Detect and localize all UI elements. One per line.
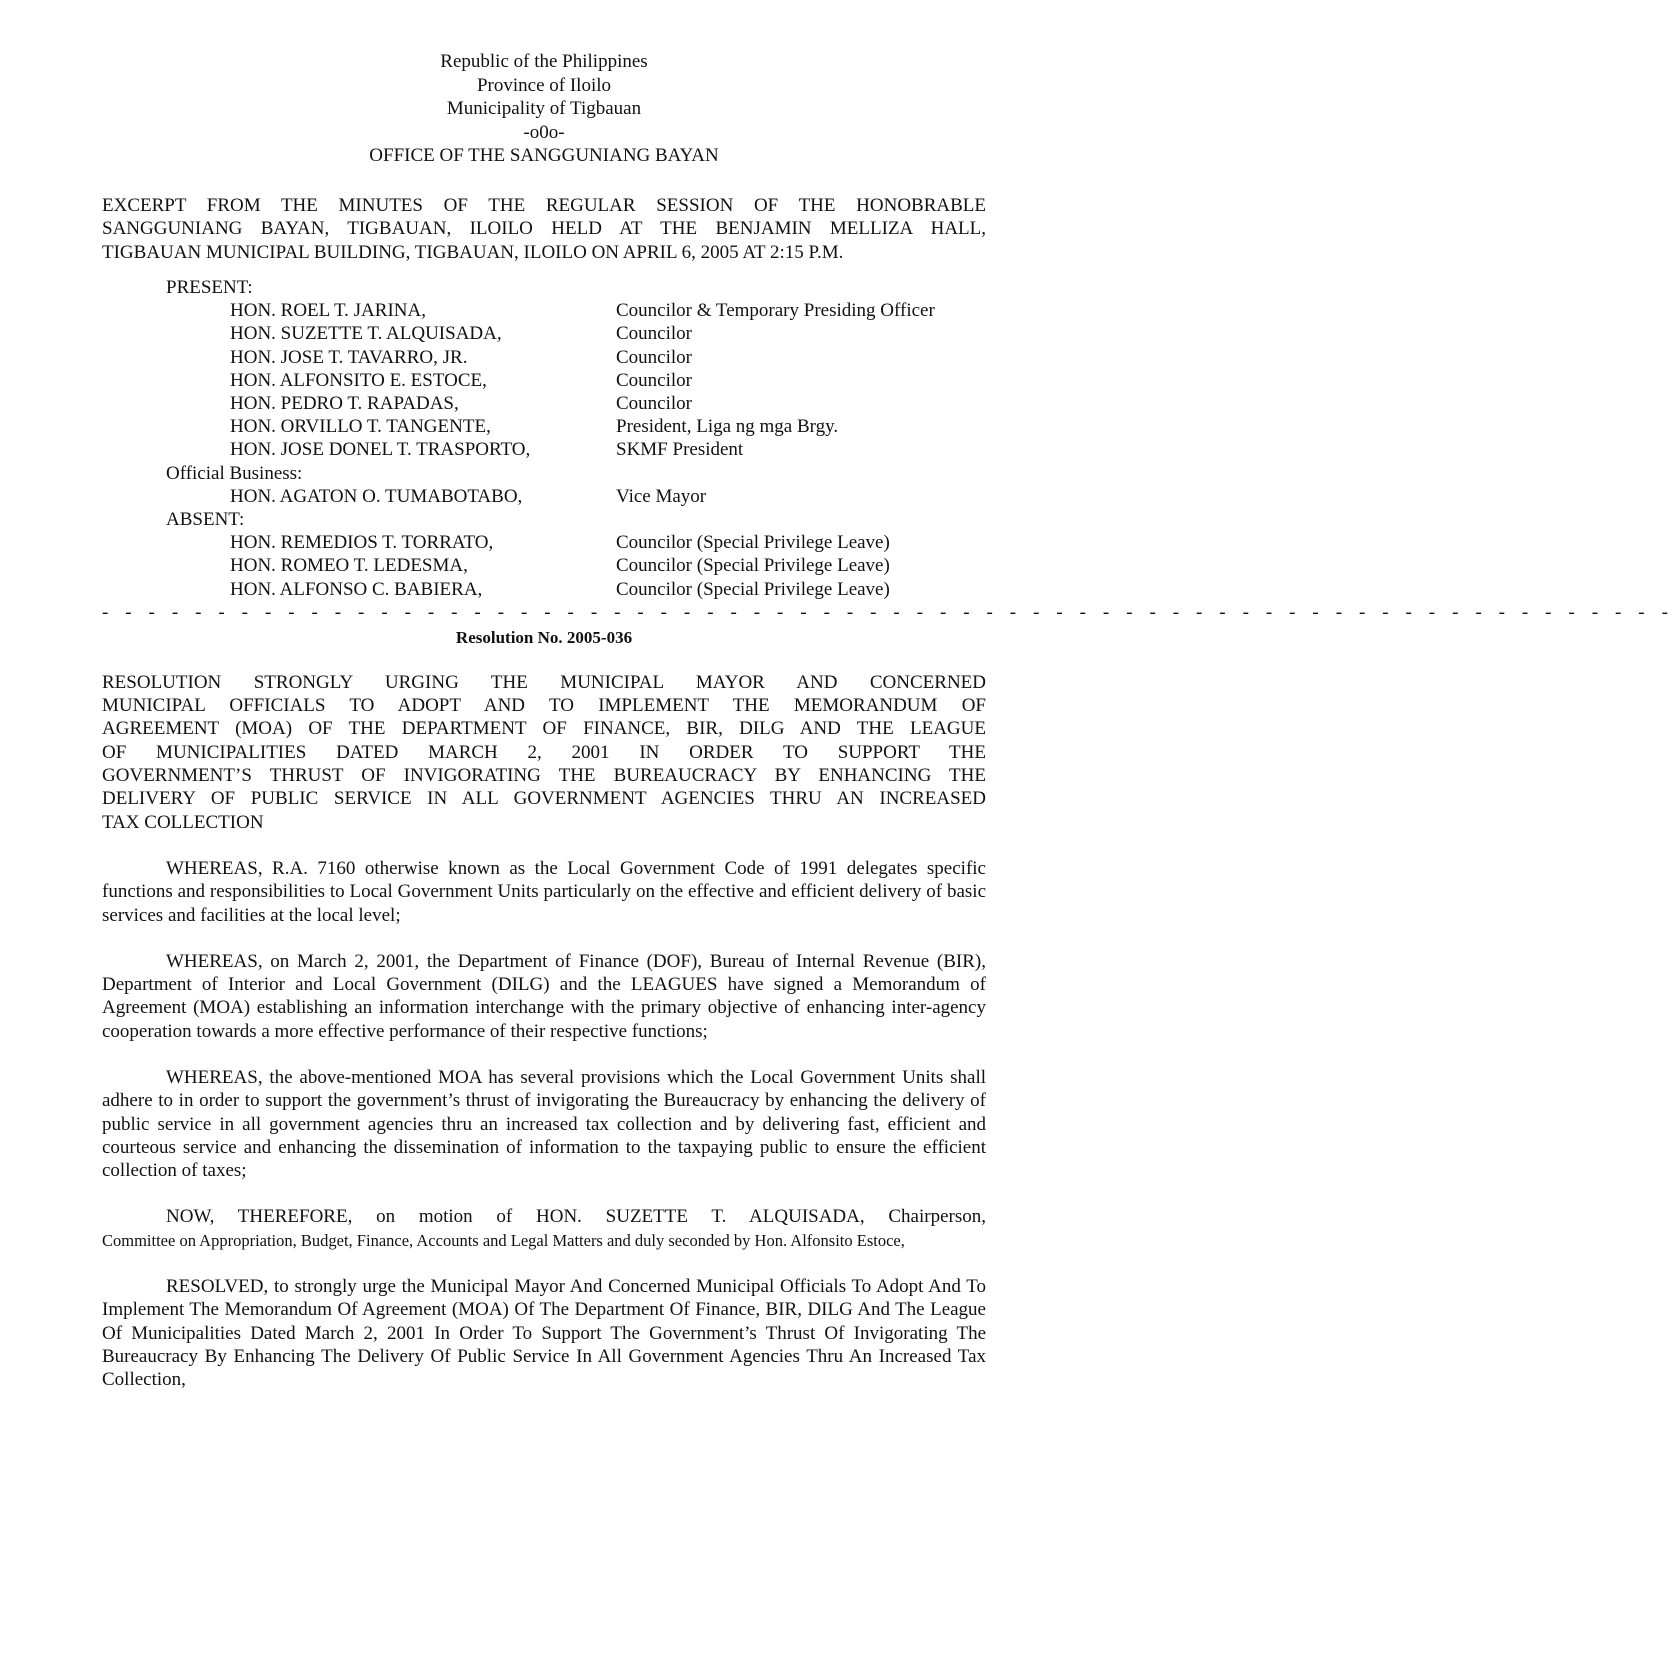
resolution-title-line: MUNICIPAL OFFICIALS TO ADOPT AND TO IMPLEMENT THE MEMORANDUM OF [102,695,986,717]
attendee-role: Councilor (Special Privilege Leave) [616,532,890,554]
resolution-title-line: TAX COLLECTION [102,811,264,833]
attendee-role: President, Liga ng mga Brgy. [616,416,839,438]
letterhead-office: OFFICE OF THE SANGGUNIANG BAYAN [369,145,719,166]
now-therefore-continuation: Committee on Appropriation, Budget, Finance, Accounts and Legal Matters and duly seconded by Hon. Alfonsito Estoce, [102,1230,905,1250]
attendee-row [166,299,986,322]
attendee-row [166,369,986,392]
letterhead-republic: Republic of the Philippines [440,51,648,72]
official-business-label: Official Business: [166,462,303,484]
attendance-list [166,276,986,601]
whereas-paragraph-1 [102,857,986,927]
present-label: PRESENT: [166,277,253,298]
excerpt-line: EXCERPT FROM THE MINUTES OF THE REGULAR SESSION OF THE HONOBRABLE [102,194,986,216]
resolution-title [102,671,986,834]
attendee-row [166,415,986,438]
attendee-role: Vice Mayor [616,485,707,507]
attendee-row [166,322,986,345]
attendee-row [166,554,986,577]
attendee-role: Councilor & Temporary Presiding Officer [616,300,935,322]
attendee-role: Councilor (Special Privilege Leave) [616,578,890,600]
absent-label: ABSENT: [166,509,245,531]
resolved-paragraph [102,1275,986,1391]
letterhead-province: Province of Iloilo [476,74,612,96]
whereas-text: WHEREAS, on March 2, 2001, the Department of Finance (DOF), Bureau of Internal Revenue (BIR), Department of Interior and Local Government (DILG) and the LEAGUES have signed a Memorandum of Agreement (MOA) establishing an information interchange with the primary objective of enhancing inter-agency cooperation towards a more effective performance of their respective functions; [102,950,986,1042]
attendee-name: HON. ALFONSITO E. ESTOCE, [230,369,487,391]
letterhead-ornament: -o0o- [523,121,565,143]
attendee-row [166,485,986,508]
resolution-number: Resolution No. 2005-036 [455,627,633,647]
resolution-title-line: DELIVERY OF PUBLIC SERVICE IN ALL GOVERNMENT AGENCIES THRU AN INCREASED [102,788,986,810]
attendee-name: HON. PEDRO T. RAPADAS, [230,393,459,415]
attendee-row [166,438,986,461]
whereas-paragraph-2 [102,950,986,1043]
resolved-text: RESOLVED, to strongly urge the Municipal Mayor And Concerned Municipal Officials To Adopt And To Implement The Memorandum Of Agreement (MOA) Of The Department Of Finance, BIR, DILG And The League Of Municipalities Dated March 2, 2001 In Order To Support The Government’s Thrust Of Invigorating The Bureaucracy By Enhancing The Delivery Of Public Service In All Government Agencies Thru An Increased Tax Collection, [102,1276,986,1391]
attendee-name: HON. REMEDIOS T. TORRATO, [230,532,494,554]
attendee-role: Councilor [616,369,692,391]
attendee-row [166,578,986,601]
attendee-name: HON. JOSE DONEL T. TRASPORTO, [230,439,531,461]
attendee-name: HON. ROEL T. JARINA, [230,300,426,322]
resolution-title-line: GOVERNMENT’S THRUST OF INVIGORATING THE BUREAUCRACY BY ENHANCING THE [102,765,986,787]
letterhead [0,50,1088,168]
attendee-role: SKMF President [616,439,744,461]
attendee-name: HON. SUZETTE T. ALQUISADA, [230,323,502,345]
attendee-row [166,392,986,415]
attendee-name: HON. ORVILLO T. TANGENTE, [230,416,491,438]
attendee-role: Councilor (Special Privilege Leave) [616,555,890,577]
resolution-title-line: RESOLUTION STRONGLY URGING THE MUNICIPAL MAYOR AND CONCERNED [102,671,986,693]
excerpt-line: SANGGUNIANG BAYAN, TIGBAUAN, ILOILO HELD AT THE BENJAMIN MELLIZA HALL, [102,218,986,239]
now-therefore-paragraph [102,1205,986,1252]
letterhead-municipality: Municipality of Tigbauan [446,98,642,119]
attendee-role: Councilor [616,323,692,345]
whereas-text: WHEREAS, R.A. 7160 otherwise known as the Local Government Code of 1991 delegates specific functions and responsibilities to Local Government Units particularly on the effective and efficient delivery of basic services and facilities at the local level; [102,857,986,926]
attendee-role: Councilor [616,346,692,368]
resolution-title-line: AGREEMENT (MOA) OF THE DEPARTMENT OF FINANCE, BIR, DILG AND THE LEAGUE [102,718,986,740]
resolution-title-line: OF MUNICIPALITIES DATED MARCH 2, 2001 IN ORDER TO SUPPORT THE [102,741,986,763]
attendee-name: HON. AGATON O. TUMABOTABO, [230,485,523,507]
excerpt-heading [102,194,986,265]
attendee-name: HON. ROMEO T. LEDESMA, [230,555,468,577]
attendee-row [166,346,986,369]
attendee-name: HON. ALFONSO C. BABIERA, [230,578,483,600]
whereas-text: WHEREAS, the above-mentioned MOA has several provisions which the Local Government Units shall adhere to in order to support the government’s thrust of invigorating the Bureaucracy by enhancing the delivery of public service in all government agencies thru an increased tax collection and by delivering fast, efficient and courteous service and enhancing the dissemination of information to the taxpaying public to ensure the efficient collection of taxes; [102,1067,986,1182]
excerpt-line: TIGBAUAN MUNICIPAL BUILDING, TIGBAUAN, ILOILO ON APRIL 6, 2005 AT 2:15 P.M. [102,241,844,263]
whereas-paragraph-3 [102,1066,986,1182]
attendee-role: Councilor [616,393,692,415]
attendee-name: HON. JOSE T. TAVARRO, JR. [230,346,468,368]
attendee-row [166,531,986,554]
now-therefore-text: NOW, THEREFORE, on motion of HON. SUZETTE T. ALQUISADA, Chairperson, [166,1206,986,1228]
separator-line: - - - - - - - - - - - - - - - - - - - - - - - - - - - - - - - - - - - - - - - - - - - - - - - - - - - - - - - - - - - - - - - - - - - - [102,601,1674,623]
